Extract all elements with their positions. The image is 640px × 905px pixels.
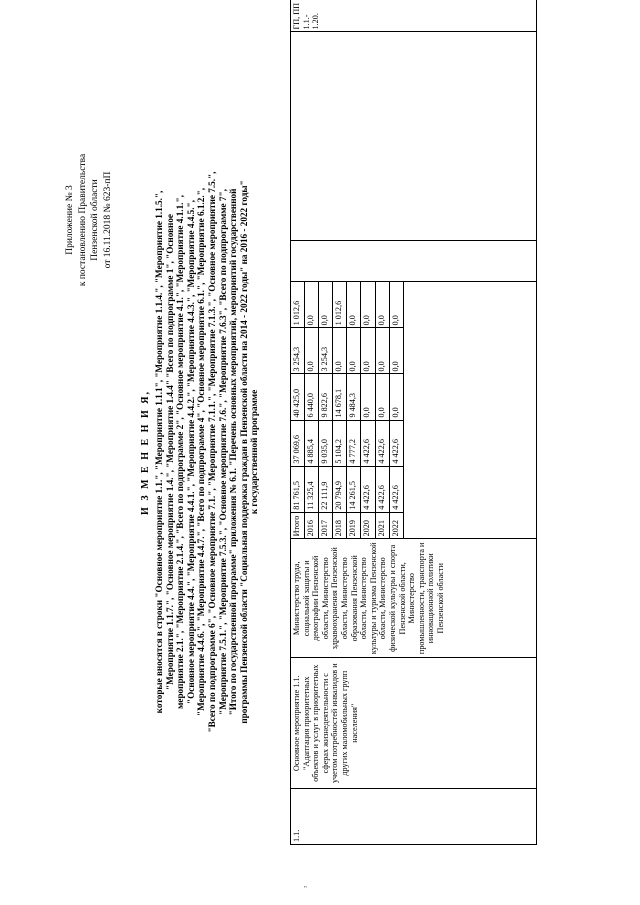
loc-cell: 0,0 xyxy=(305,328,319,374)
approval-block xyxy=(64,95,114,345)
subtitle-line: "Мероприятие 7.5.1.", "Мероприятие 7.5.3.", "Основное мероприятие 7.6.", "Мероприятие 7.6.3", "Всего по подпрограмме 7", xyxy=(217,189,228,715)
activity-name: Основное мероприятие 1.1. "Адаптация приоритетных объектов и услуг в приоритетных сферах жизнедеятельности с учетом потребностей инвалидов и других маломобильных групп населения" xyxy=(291,658,537,789)
fed-cell: 4 422,6 xyxy=(361,420,375,466)
loc-cell: 0,0 xyxy=(375,328,389,374)
subtitle-line: программы Пензенской области "Социальная поддержка граждан в Пензенской области на 2014 - 2022 годы" на 2016 - 2022 годы" xyxy=(238,180,249,724)
total-cell: 4 422,6 xyxy=(375,466,389,512)
loc-cell: 3 254,3 xyxy=(291,328,305,374)
year-cell: 2022 xyxy=(389,512,403,539)
reg-cell: 6 440,0 xyxy=(305,374,319,420)
year-cell: Итого xyxy=(291,512,305,539)
year-cell: 2020 xyxy=(361,512,375,539)
other-cell: 0,0 xyxy=(305,282,319,328)
year-cell: 2019 xyxy=(347,512,361,539)
total-cell: 4 422,6 xyxy=(389,466,403,512)
other-cell: 1 012,6 xyxy=(291,282,305,328)
subtitle-line: "Мероприятие 4.4.6.", "Мероприятие 4.4.7.", "Всего по подпрограмме 4", "Основное мероприятие 6.1.", "Мероприятие 6.1.2.", xyxy=(196,187,207,717)
fed-cell: 5 104,2 xyxy=(333,420,347,466)
approval-line: Пензенской области xyxy=(90,179,100,261)
fed-cell: 37 069,6 xyxy=(291,420,305,466)
subtitle-line: к государственной программе xyxy=(249,389,260,515)
document-subtitle xyxy=(154,17,260,887)
document-title: И З М Е Н Е Н И Я, xyxy=(140,390,151,515)
loc-cell: 0,0 xyxy=(361,328,375,374)
table-row xyxy=(291,0,305,845)
approval-line: Приложение № 3 xyxy=(65,185,75,255)
reg-cell: 9 822,6 xyxy=(319,374,333,420)
total-cell: 22 111,9 xyxy=(319,466,333,512)
loc-cell: 0,0 xyxy=(333,328,347,374)
blank-cell xyxy=(291,32,537,241)
reg-cell: 0,0 xyxy=(389,374,403,420)
subtitle-line: мероприятие 2.1.", "Мероприятие 2.1.4.", "Всего по подпрограмме 2", "Основное мероприятие 4.1.", "Мероприятие 4.1.1.", xyxy=(175,195,186,709)
fed-cell: 9 035,0 xyxy=(319,420,333,466)
year-cell: 2018 xyxy=(333,512,347,539)
fed-cell: 4 777,2 xyxy=(347,420,361,466)
other-cell: 0,0 xyxy=(347,282,361,328)
year-cell: 2017 xyxy=(319,512,333,539)
other-cell: 0,0 xyxy=(389,282,403,328)
other-cell: 0,0 xyxy=(375,282,389,328)
total-cell: 4 422,6 xyxy=(361,466,375,512)
program-ref-cell: ГП, ПП 1.1.- 1.20. xyxy=(291,0,537,32)
subtitle-line: "Мероприятие 1.1.7.", "Основное мероприятие 1.4.", "Мероприятие 1.4.4" "Всего по подпрограмме 1", "Основное xyxy=(164,213,175,691)
blank-cell xyxy=(291,241,537,282)
year-cell: 2016 xyxy=(305,512,319,539)
subtitle-line: "Всего по подпрограмме 6", "Основное мероприятие 7.1.", "Мероприятие 7.1.1.", "Мероприятие 7.1.3.", "Основное мероприятие 7.5.", xyxy=(206,171,217,733)
loc-cell: 0,0 xyxy=(389,328,403,374)
row-number: 1.1. xyxy=(291,789,537,845)
reg-cell: 0,0 xyxy=(375,374,389,420)
other-cell: 0,0 xyxy=(319,282,333,328)
fed-cell: 4 422,6 xyxy=(389,420,403,466)
reg-cell: 0,0 xyxy=(361,374,375,420)
margin-mark: " xyxy=(304,885,307,893)
subtitle-line: "Итого по государственной программе" приложения № 6.1. "Перечень основных мероприятий, мероприятий государственной xyxy=(228,188,239,716)
total-cell: 14 261,5 xyxy=(347,466,361,512)
other-cell: 1 012,6 xyxy=(333,282,347,328)
reg-cell: 40 425,0 xyxy=(291,374,305,420)
fed-cell: 4 885,4 xyxy=(305,420,319,466)
subtitle-line: которые вносятся в строки "Основное мероприятие 1.1.", "Мероприятие 1.1.1", "Мероприятие 1.1.4.", "Мероприятие 1.1.5.", xyxy=(154,190,164,714)
year-cell: 2021 xyxy=(375,512,389,539)
loc-cell: 3 254,3 xyxy=(319,328,333,374)
approval-line: к постановлению Правительства xyxy=(77,153,88,287)
total-cell: 20 794,9 xyxy=(333,466,347,512)
loc-cell: 0,0 xyxy=(347,328,361,374)
total-cell: 11 325,4 xyxy=(305,466,319,512)
fed-cell: 4 422,6 xyxy=(375,420,389,466)
total-cell: 81 761,5 xyxy=(291,466,305,512)
approval-line: от 16.11.2018 № 623-пП xyxy=(102,171,113,269)
reg-cell: 9 484,3 xyxy=(347,374,361,420)
funding-table xyxy=(290,0,537,845)
blank-cell xyxy=(403,282,536,539)
reg-cell: 14 678,1 xyxy=(333,374,347,420)
other-cell: 0,0 xyxy=(361,282,375,328)
executors-cell: Министерство труда, социальной защиты и демографии Пензенской области, Министерство здравоохранения Пензенской области, Министерство образования Пензенской области, Министерство культуры и туризма Пензенской области, Министерство физической культуры и спорта Пензенской области, Министерство промышленности, транспорта и инновационной политики Пензенской области xyxy=(291,539,537,658)
subtitle-line: "Основное мероприятие 4.4.", "Мероприятие 4.4.1.", "Мероприятие 4.4.2.", "Мероприятие 4.4.3.", "Мероприятие 4.4.5.", xyxy=(185,200,196,704)
